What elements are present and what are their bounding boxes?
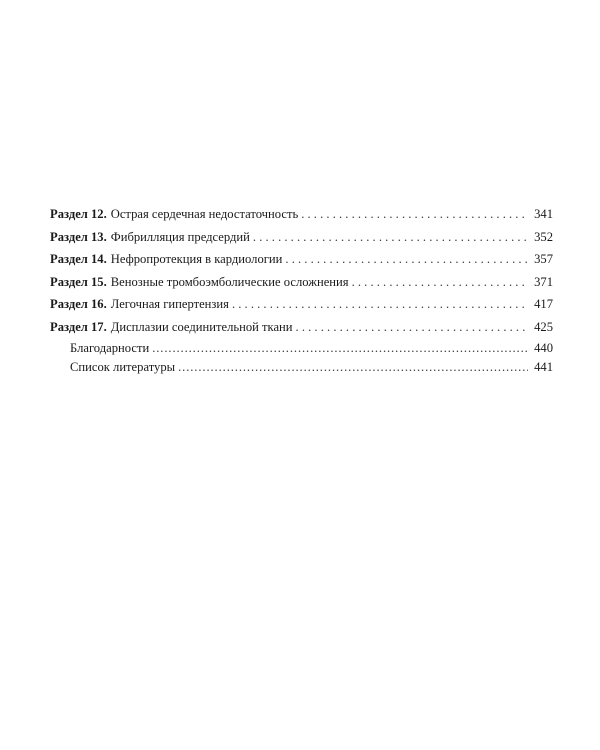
- dot-leader: [253, 226, 528, 249]
- table-of-contents: [50, 203, 553, 377]
- toc-entry-acknowledgements: [50, 339, 553, 358]
- toc-entry-section-13: [50, 226, 553, 249]
- section-title: Легочная гипертензия: [110, 297, 229, 311]
- dot-leader: [152, 339, 528, 358]
- section-label: Раздел 16.: [50, 297, 107, 311]
- section-label: Раздел 17.: [50, 319, 107, 334]
- dot-leader: [296, 316, 528, 339]
- page-number: 425: [534, 319, 553, 334]
- page-number: 352: [534, 229, 553, 244]
- toc-entry-section-16: [50, 293, 553, 316]
- dot-leader: [178, 358, 528, 377]
- entry-title: Список литературы: [70, 360, 176, 374]
- dot-leader: [301, 203, 528, 226]
- page-number: 417: [534, 297, 553, 311]
- section-label: Раздел 15.: [50, 274, 107, 289]
- page-number: 441: [534, 360, 553, 374]
- dot-leader: [285, 248, 528, 271]
- page-number: 357: [534, 252, 553, 266]
- section-label: Раздел 14.: [50, 252, 107, 266]
- section-title: Фибрилляция предсердий: [110, 229, 250, 244]
- toc-entry-section-15: [50, 271, 553, 294]
- section-label: Раздел 12.: [50, 207, 107, 221]
- page-number: 341: [534, 207, 553, 221]
- dot-leader: [352, 271, 528, 294]
- section-title: Венозные тромбоэмболические осложнения: [110, 274, 349, 289]
- section-label: Раздел 13.: [50, 229, 107, 244]
- toc-entry-section-14: [50, 248, 553, 271]
- page-number: 440: [534, 341, 553, 355]
- entry-title: Благодарности: [70, 341, 150, 355]
- dot-leader: [232, 293, 528, 316]
- toc-entry-section-12: [50, 203, 553, 226]
- section-title: Дисплазии соединительной ткани: [110, 319, 293, 334]
- toc-entry-references: [50, 358, 553, 377]
- page-number: 371: [534, 274, 553, 289]
- toc-entry-section-17: [50, 316, 553, 339]
- section-title: Острая сердечная недостаточность: [110, 207, 299, 221]
- section-title: Нефропротекция в кардиологии: [110, 252, 283, 266]
